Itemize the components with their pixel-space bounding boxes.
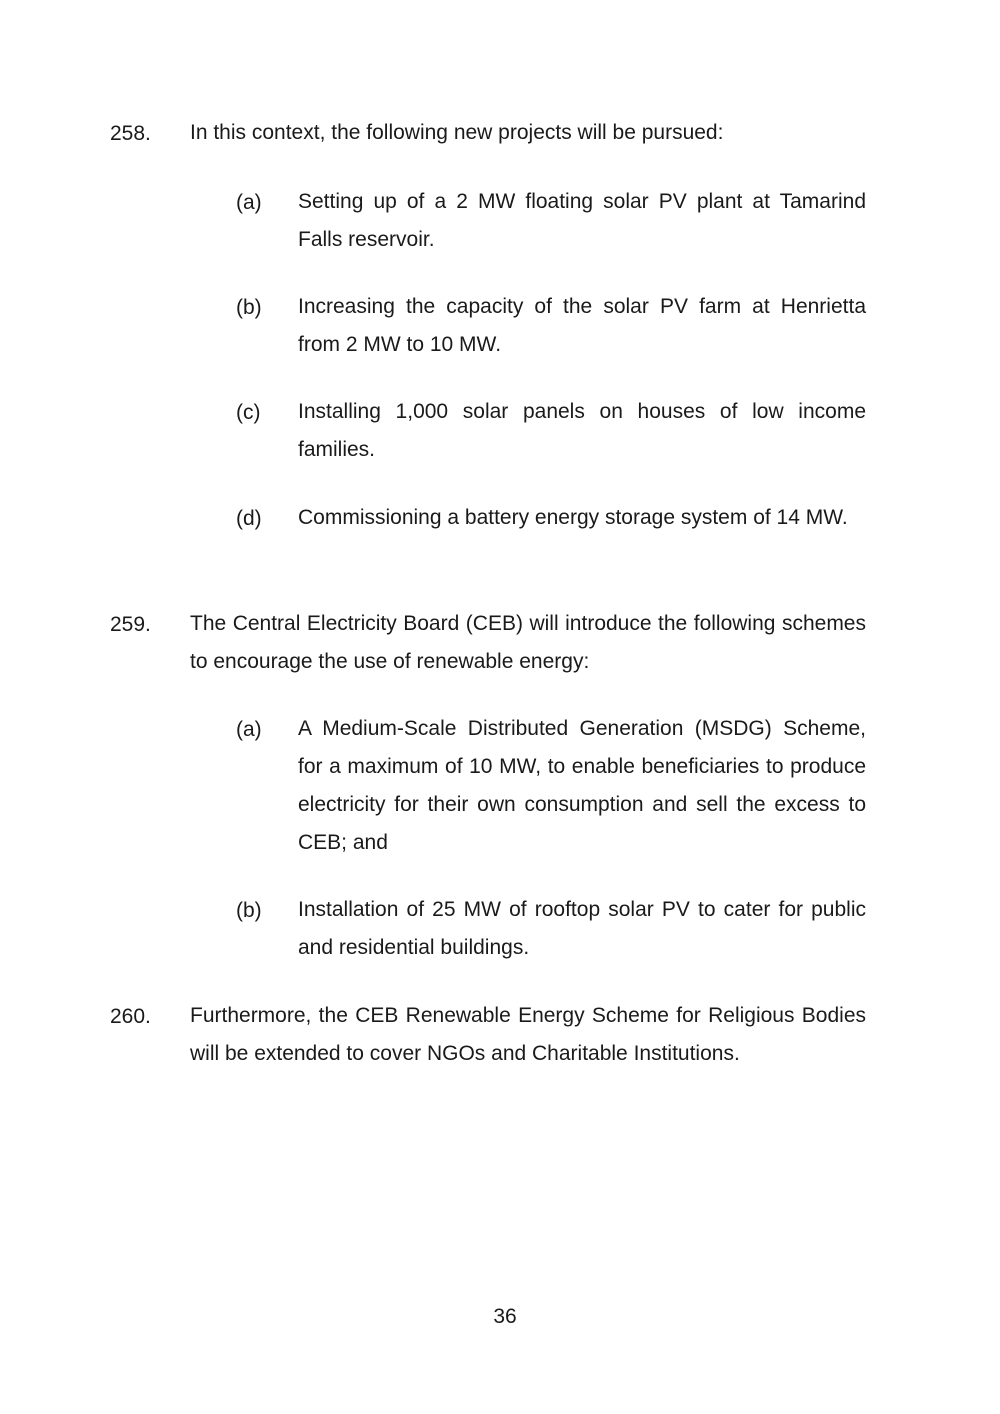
page-number: 36 (493, 1305, 517, 1328)
paragraph-number: 258. (110, 122, 151, 145)
paragraph-text: In this context, the following new projects will be pursued: (190, 121, 724, 144)
paragraph-number: 259. (110, 613, 151, 636)
list-item-label: (b) (236, 296, 262, 319)
list-item-label: (d) (236, 507, 262, 530)
list-item-label: (c) (236, 401, 261, 424)
list-item-text: Installing 1,000 solar panels on houses of low income families. (298, 400, 866, 461)
list-item-text: Installation of 25 MW of rooftop solar PV to cater for public and residential buildings. (298, 898, 866, 959)
list-item-text: Increasing the capacity of the solar PV farm at Henrietta from 2 MW to 10 MW. (298, 295, 866, 356)
list-item-label: (a) (236, 191, 262, 214)
list-item-text: A Medium-Scale Distributed Generation (MSDG) Scheme, for a maximum of 10 MW, to enable beneficiaries to produce electricity for their own consumption and sell the excess to CEB; and (298, 717, 866, 854)
list-item-text: Setting up of a 2 MW floating solar PV plant at Tamarind Falls reservoir. (298, 190, 866, 251)
paragraph-text: The Central Electricity Board (CEB) will introduce the following schemes to encourage the use of renewable energy: (190, 612, 866, 673)
list-item-text: Commissioning a battery energy storage system of 14 MW. (298, 506, 848, 529)
paragraph-text: Furthermore, the CEB Renewable Energy Scheme for Religious Bodies will be extended to cover NGOs and Charitable Institutions. (190, 1004, 866, 1065)
list-item-label: (b) (236, 899, 262, 922)
paragraph-number: 260. (110, 1005, 151, 1028)
list-item-label: (a) (236, 718, 262, 741)
